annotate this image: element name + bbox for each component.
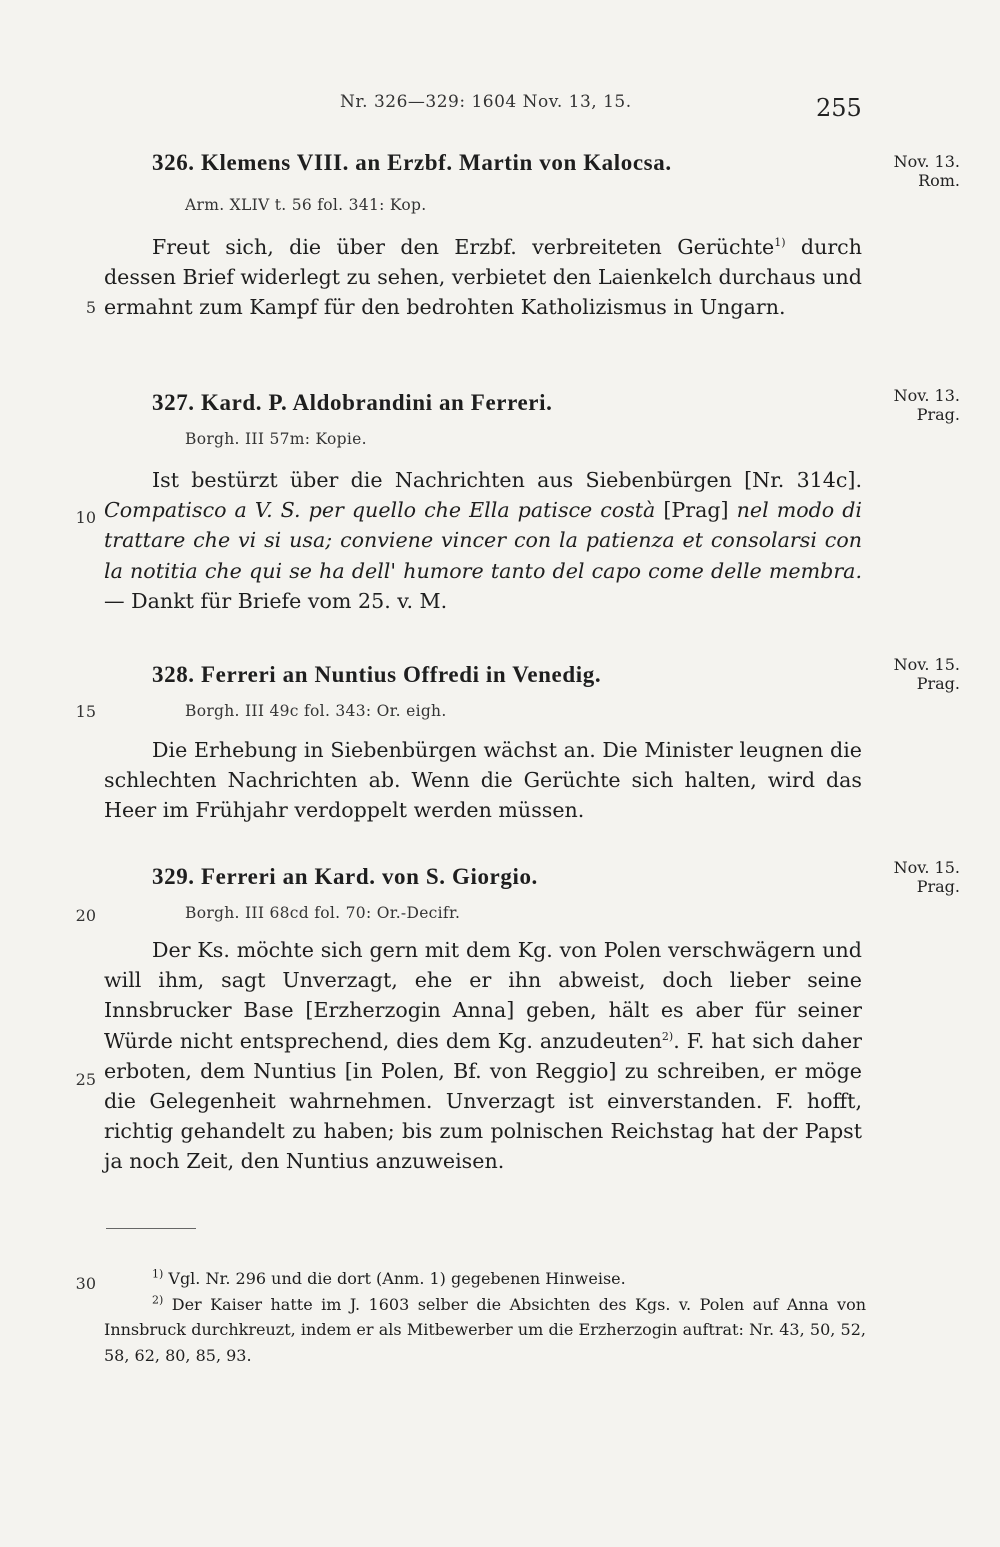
summary-text: Freut sich, die über den Erzbf. verbreiteten Gerüchte — [152, 235, 775, 259]
footnote-text: Der Kaiser hatte im J. 1603 selber die Absichten des Kgs. v. Polen auf Anna von Innsbruck durchkreuzt, indem er als Mitbewerber um die Erzherzogin auftrat: Nr. 43, 50, 52, 58, 62, 80, 85, 93. — [104, 1294, 866, 1365]
footnote-2 — [104, 1292, 866, 1369]
margin-date-place: Prag. — [916, 405, 960, 424]
summary-text: [Prag] — [655, 498, 737, 523]
margin-date-value: Nov. 13. — [893, 152, 960, 171]
entry-summary-328: Die Erhebung in Siebenbürgen wächst an. Die Minister leugnen die schlechten Nachrichten ab. Wenn die Gerüchte sich halten, wird das Heer im Frühjahr verdoppelt werden müssen. — [104, 738, 862, 823]
line-number: 30 — [75, 1274, 96, 1293]
line-number: 20 — [75, 906, 96, 925]
summary-text: — Dankt für Briefe vom 25. v. M. — [104, 588, 448, 613]
line-number: 25 — [75, 1070, 96, 1089]
margin-date-329 — [862, 858, 960, 896]
entry-summary-326 — [104, 232, 862, 323]
margin-date-value: Nov. 15. — [893, 858, 960, 877]
summary-text: Ist bestürzt über die Nachrichten aus Siebenbürgen [Nr. 314c]. — [152, 468, 862, 492]
line-number: 5 — [85, 298, 96, 317]
quoted-italian-text: nel modo di trattare che vi si usa; conviene vincer con la patienza et consolarsi con la notitia che qui se ha dell' humore tanto del capo come delle membra. — [104, 498, 862, 583]
margin-date-value: Nov. 15. — [893, 655, 960, 674]
margin-date-place: Prag. — [916, 877, 960, 896]
line-number: 10 — [75, 508, 96, 527]
footnote-mark: 1) — [152, 1267, 164, 1281]
margin-date-place: Prag. — [916, 674, 960, 693]
summary-text: Der Ks. möchte sich gern mit dem Kg. von Polen verschwägern und will ihm, sagt Unverzagt, ehe er ihn abweist, doch lieber seine Innsbrucker Base [Erzherzogin Anna] geben, hält es aber für seiner Würde nicht entsprechend, dies dem Kg. anzudeuten — [104, 938, 862, 1053]
margin-date-place: Rom. — [918, 171, 960, 190]
margin-date-value: Nov. 13. — [893, 386, 960, 405]
footnote-1 — [104, 1266, 866, 1292]
summary-text: . F. hat sich daher erboten, dem Nuntius [in Polen, Bf. von Reggio] zu schreiben, er möge die Gelegenheit wahrnehmen. Unverzagt ist einverstanden. F. hofft, richtig gehandelt zu haben; bis zum polnischen Reichstag hat der Papst ja noch Zeit, den Nuntius anzuweisen. — [104, 1028, 862, 1174]
entry-source-328: Borgh. III 49c fol. 343: Or. eigh. — [185, 702, 447, 720]
margin-date-328 — [862, 655, 960, 693]
entry-title-329: 329. Ferreri an Kard. von S. Giorgio. — [152, 864, 538, 889]
entry-source-327: Borgh. III 57m: Kopie. — [185, 430, 367, 448]
entry-summary-329 — [104, 935, 862, 1177]
footnote-ref-1: 1) — [774, 236, 786, 250]
entry-title-326: 326. Klemens VIII. an Erzbf. Martin von Kalocsa. — [152, 150, 672, 175]
quoted-italian-text: Compatisco a V. S. per quello che Ella patisce costà — [104, 498, 656, 523]
entry-title-327: 327. Kard. P. Aldobrandini an Ferreri. — [152, 390, 553, 415]
entry-title-328: 328. Ferreri an Nuntius Offredi in Venedig. — [152, 662, 602, 687]
running-head: Nr. 326—329: 1604 Nov. 13, 15. — [340, 92, 632, 112]
footnote-mark: 2) — [152, 1293, 164, 1307]
line-number: 15 — [75, 702, 96, 721]
margin-date-327 — [862, 386, 960, 424]
margin-date-326 — [862, 152, 960, 190]
entry-source-329: Borgh. III 68cd fol. 70: Or.-Decifr. — [185, 904, 461, 922]
page-number: 255 — [816, 94, 862, 122]
entry-summary-327 — [104, 465, 862, 616]
entry-source-326: Arm. XLIV t. 56 fol. 341: Kop. — [185, 196, 427, 214]
footnote-ref-2: 2) — [661, 1029, 674, 1043]
summary-text: durch dessen Brief widerlegt zu sehen, verbietet den Laienkelch durchaus und ermahnt zum Kampf für den bedrohten Katholizismus in Ungarn. — [104, 235, 862, 320]
footnote-text: Vgl. Nr. 296 und die dort (Anm. 1) gegebenen Hinweise. — [163, 1269, 626, 1288]
footnote-divider — [106, 1228, 196, 1229]
footnotes — [104, 1266, 866, 1368]
